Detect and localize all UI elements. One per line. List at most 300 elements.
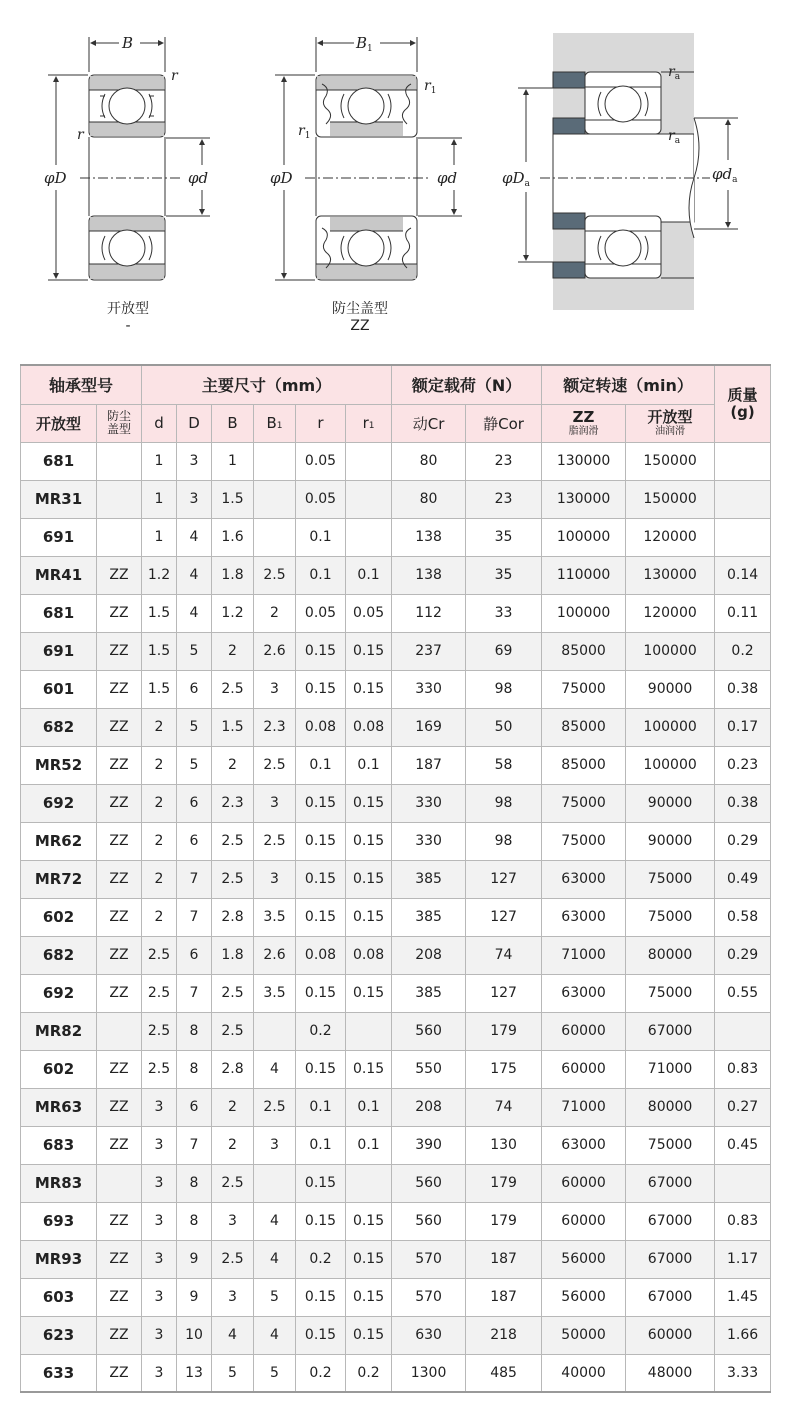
- cell-cr: 80: [392, 442, 466, 480]
- cell-speed-open: 67000: [626, 1012, 715, 1050]
- cell-r1: [346, 480, 392, 518]
- cell-cr: 385: [392, 898, 466, 936]
- cell-r: 0.1: [296, 518, 346, 556]
- cell-d: 3: [142, 1278, 177, 1316]
- zz-r1-label: $r_1$: [424, 78, 437, 96]
- cell-cor: 218: [466, 1316, 542, 1354]
- cell-B1: 2.5: [254, 1088, 296, 1126]
- cell-cr: 1300: [392, 1354, 466, 1392]
- cell-r: 0.1: [296, 1126, 346, 1164]
- cell-mass: 0.49: [715, 860, 771, 898]
- cell-speed-open: 150000: [626, 442, 715, 480]
- cell-cr: 630: [392, 1316, 466, 1354]
- cell-mass: 3.33: [715, 1354, 771, 1392]
- header-zz-speed-lubrication: 脂润滑: [568, 426, 599, 437]
- cell-r: 0.05: [296, 480, 346, 518]
- header-B1: [254, 404, 296, 442]
- cell-mass: [715, 1012, 771, 1050]
- cell-zz: ZZ: [97, 784, 142, 822]
- cell-cor: 187: [466, 1278, 542, 1316]
- cell-D: 9: [177, 1278, 212, 1316]
- header-B1-sub: 1: [276, 421, 283, 431]
- cell-r: 0.15: [296, 1164, 346, 1202]
- cell-d: 2: [142, 822, 177, 860]
- cell-cor: 98: [466, 784, 542, 822]
- cell-r: 0.15: [296, 822, 346, 860]
- header-zz-type: [97, 404, 142, 442]
- cell-cor: 69: [466, 632, 542, 670]
- cell-mass: [715, 442, 771, 480]
- zz-type-caption-title: 防尘盖型: [332, 301, 388, 317]
- cell-D: 6: [177, 822, 212, 860]
- cell-B: 2.5: [212, 1240, 254, 1278]
- cell-speed-open: 90000: [626, 670, 715, 708]
- cell-model: MR63: [21, 1088, 97, 1126]
- cell-model: 602: [21, 1050, 97, 1088]
- cell-zz: ZZ: [97, 1316, 142, 1354]
- zz-type-diagram: [275, 37, 462, 280]
- cell-r: 0.1: [296, 746, 346, 784]
- cell-speed-zz: 40000: [542, 1354, 626, 1392]
- cell-speed-zz: 71000: [542, 936, 626, 974]
- cell-B: 1.6: [212, 518, 254, 556]
- header-open-type: 开放型: [21, 404, 97, 442]
- table-row: [21, 746, 771, 784]
- cell-B: 2.5: [212, 1164, 254, 1202]
- cell-cor: 127: [466, 860, 542, 898]
- cell-B: 5: [212, 1354, 254, 1392]
- cell-B: 1.8: [212, 556, 254, 594]
- cell-r1: 0.08: [346, 936, 392, 974]
- cell-cor: 98: [466, 670, 542, 708]
- cell-D: 7: [177, 898, 212, 936]
- header-open-speed-lubrication: 油润滑: [655, 426, 686, 437]
- cell-D: 8: [177, 1012, 212, 1050]
- cell-cr: 208: [392, 1088, 466, 1126]
- cell-B1: 3.5: [254, 974, 296, 1012]
- cell-D: 6: [177, 1088, 212, 1126]
- cell-mass: 0.29: [715, 822, 771, 860]
- cell-mass: 0.45: [715, 1126, 771, 1164]
- cell-r: 0.15: [296, 1278, 346, 1316]
- cell-zz: [97, 1164, 142, 1202]
- cell-D: 5: [177, 708, 212, 746]
- cell-D: 7: [177, 1126, 212, 1164]
- cell-cr: 385: [392, 860, 466, 898]
- cell-r1: 0.1: [346, 746, 392, 784]
- table-row: [21, 974, 771, 1012]
- cell-cor: 179: [466, 1012, 542, 1050]
- cell-cr: 112: [392, 594, 466, 632]
- cell-B: 2.5: [212, 1012, 254, 1050]
- cell-speed-open: 71000: [626, 1050, 715, 1088]
- open-type-caption-title: 开放型: [107, 301, 149, 317]
- cell-mass: 0.11: [715, 594, 771, 632]
- cell-cr: 169: [392, 708, 466, 746]
- cell-mass: 0.58: [715, 898, 771, 936]
- cell-B: 2.5: [212, 822, 254, 860]
- cell-mass: [715, 1164, 771, 1202]
- zz-type-caption-code: ZZ: [350, 318, 370, 334]
- cell-speed-zz: 85000: [542, 632, 626, 670]
- cell-B1: [254, 442, 296, 480]
- cell-r: 0.1: [296, 1088, 346, 1126]
- cell-B: 2: [212, 1088, 254, 1126]
- cell-mass: 1.66: [715, 1316, 771, 1354]
- cell-d: 1.5: [142, 632, 177, 670]
- cell-cr: 330: [392, 822, 466, 860]
- cell-speed-open: 80000: [626, 1088, 715, 1126]
- cell-D: 10: [177, 1316, 212, 1354]
- cell-model: 693: [21, 1202, 97, 1240]
- cell-B1: 3: [254, 860, 296, 898]
- cell-d: 2.5: [142, 936, 177, 974]
- cell-r1: 0.15: [346, 898, 392, 936]
- cell-d: 1.2: [142, 556, 177, 594]
- cell-speed-zz: 100000: [542, 518, 626, 556]
- cell-speed-zz: 71000: [542, 1088, 626, 1126]
- cell-r: 0.15: [296, 670, 346, 708]
- cell-d: 2: [142, 746, 177, 784]
- cell-r: 0.15: [296, 784, 346, 822]
- cell-speed-open: 60000: [626, 1316, 715, 1354]
- table-row: [21, 1012, 771, 1050]
- cell-r1: 0.15: [346, 1240, 392, 1278]
- cell-D: 8: [177, 1050, 212, 1088]
- cell-D: 4: [177, 518, 212, 556]
- table-row: [21, 936, 771, 974]
- cell-zz: ZZ: [97, 974, 142, 1012]
- cell-mass: 0.55: [715, 974, 771, 1012]
- cell-r1: 0.15: [346, 632, 392, 670]
- cell-B: 2.3: [212, 784, 254, 822]
- cell-speed-zz: 130000: [542, 442, 626, 480]
- cell-speed-zz: 63000: [542, 860, 626, 898]
- cell-cor: 74: [466, 1088, 542, 1126]
- cell-cor: 23: [466, 442, 542, 480]
- cell-model: 633: [21, 1354, 97, 1392]
- cell-zz: ZZ: [97, 1050, 142, 1088]
- cell-cor: 485: [466, 1354, 542, 1392]
- cell-d: 1: [142, 518, 177, 556]
- cell-r1: [346, 1164, 392, 1202]
- cell-cr: 560: [392, 1202, 466, 1240]
- cell-model: MR83: [21, 1164, 97, 1202]
- cell-mass: 0.83: [715, 1050, 771, 1088]
- cell-speed-zz: 75000: [542, 784, 626, 822]
- cell-cor: 179: [466, 1202, 542, 1240]
- cell-B: 1.2: [212, 594, 254, 632]
- table-row: [21, 1050, 771, 1088]
- cell-B: 2.5: [212, 670, 254, 708]
- cell-D: 13: [177, 1354, 212, 1392]
- cell-d: 1.5: [142, 594, 177, 632]
- cell-D: 8: [177, 1202, 212, 1240]
- cell-B1: 3: [254, 670, 296, 708]
- cell-cor: 175: [466, 1050, 542, 1088]
- cell-speed-open: 67000: [626, 1164, 715, 1202]
- cell-d: 3: [142, 1164, 177, 1202]
- header-zz-type-top: 防尘: [107, 409, 132, 423]
- table-row: [21, 822, 771, 860]
- cell-zz: ZZ: [97, 670, 142, 708]
- cell-speed-zz: 60000: [542, 1202, 626, 1240]
- cell-mass: 0.38: [715, 670, 771, 708]
- table-row: [21, 1202, 771, 1240]
- cell-d: 3: [142, 1126, 177, 1164]
- cell-mass: [715, 480, 771, 518]
- cell-B1: 2.5: [254, 822, 296, 860]
- cell-r: 0.15: [296, 1316, 346, 1354]
- cell-r: 0.05: [296, 442, 346, 480]
- cell-cr: 385: [392, 974, 466, 1012]
- cell-r1: 0.15: [346, 822, 392, 860]
- cell-model: 681: [21, 442, 97, 480]
- cell-cor: 130: [466, 1126, 542, 1164]
- cell-model: 691: [21, 632, 97, 670]
- cell-model: 602: [21, 898, 97, 936]
- header-B1-main: B: [266, 414, 277, 432]
- table-row: [21, 632, 771, 670]
- cell-d: 2: [142, 784, 177, 822]
- cell-zz: ZZ: [97, 898, 142, 936]
- cell-zz: ZZ: [97, 556, 142, 594]
- cell-model: 601: [21, 670, 97, 708]
- cell-B: 2: [212, 632, 254, 670]
- cell-mass: 0.14: [715, 556, 771, 594]
- table-row: [21, 1126, 771, 1164]
- cell-r1: 0.15: [346, 1316, 392, 1354]
- cell-zz: ZZ: [97, 1088, 142, 1126]
- cell-zz: ZZ: [97, 1202, 142, 1240]
- cell-r1: 0.1: [346, 556, 392, 594]
- cell-B1: 3: [254, 1126, 296, 1164]
- header-speed-rating: 额定转速（min）: [542, 365, 715, 404]
- header-zz-type-bottom: 盖型: [107, 422, 132, 436]
- header-r1-sub: 1: [368, 421, 375, 431]
- cell-r: 0.15: [296, 1050, 346, 1088]
- cell-d: 2: [142, 860, 177, 898]
- cell-r: 0.15: [296, 974, 346, 1012]
- cell-D: 7: [177, 860, 212, 898]
- cell-zz: [97, 518, 142, 556]
- table-row: [21, 518, 771, 556]
- bearing-diagrams: [0, 0, 790, 350]
- cell-r1: [346, 518, 392, 556]
- cell-B1: 2.5: [254, 746, 296, 784]
- cell-r: 0.05: [296, 594, 346, 632]
- cell-B1: [254, 518, 296, 556]
- cell-D: 4: [177, 594, 212, 632]
- cell-cor: 35: [466, 556, 542, 594]
- cell-cor: 98: [466, 822, 542, 860]
- open-type-caption-code: -: [125, 318, 131, 334]
- cell-cr: 570: [392, 1240, 466, 1278]
- table-body: [21, 442, 771, 1392]
- header-open-speed: [626, 404, 715, 442]
- cell-r: 0.15: [296, 1202, 346, 1240]
- cell-speed-zz: 56000: [542, 1240, 626, 1278]
- cell-D: 4: [177, 556, 212, 594]
- cell-B: 4: [212, 1316, 254, 1354]
- cell-r1: [346, 1012, 392, 1050]
- cell-speed-zz: 50000: [542, 1316, 626, 1354]
- cell-speed-open: 130000: [626, 556, 715, 594]
- cell-zz: ZZ: [97, 822, 142, 860]
- mount-ra-label: $r_a$: [668, 64, 681, 82]
- cell-speed-open: 80000: [626, 936, 715, 974]
- cell-speed-open: 100000: [626, 746, 715, 784]
- cell-mass: 0.83: [715, 1202, 771, 1240]
- cell-model: MR82: [21, 1012, 97, 1050]
- cell-r: 0.2: [296, 1012, 346, 1050]
- cell-r: 0.15: [296, 898, 346, 936]
- cell-zz: ZZ: [97, 594, 142, 632]
- cell-speed-zz: 56000: [542, 1278, 626, 1316]
- cell-B1: [254, 480, 296, 518]
- header-D: D: [177, 404, 212, 442]
- cell-speed-open: 67000: [626, 1240, 715, 1278]
- cell-B1: [254, 1012, 296, 1050]
- mount-shaft-diameter-label: $\varphi d_a$: [712, 165, 738, 185]
- table-row: [21, 670, 771, 708]
- cell-mass: [715, 518, 771, 556]
- cell-mass: 0.27: [715, 1088, 771, 1126]
- cell-zz: ZZ: [97, 1240, 142, 1278]
- cell-cr: 570: [392, 1278, 466, 1316]
- cell-speed-open: 120000: [626, 594, 715, 632]
- zz-b1-label: $B_1$: [356, 34, 373, 54]
- bearing-diagrams-svg: [0, 0, 790, 350]
- cell-zz: ZZ: [97, 708, 142, 746]
- cell-r: 0.08: [296, 708, 346, 746]
- header-model: 轴承型号: [21, 365, 142, 404]
- table-row: [21, 708, 771, 746]
- cell-B1: 4: [254, 1316, 296, 1354]
- cell-model: 692: [21, 784, 97, 822]
- cell-d: 2: [142, 708, 177, 746]
- cell-speed-zz: 60000: [542, 1164, 626, 1202]
- cell-cor: 127: [466, 974, 542, 1012]
- cell-mass: 0.17: [715, 708, 771, 746]
- bearing-spec-table: [20, 364, 771, 1393]
- open-r-label-2: r: [77, 127, 84, 143]
- cell-B: 1.8: [212, 936, 254, 974]
- header-zz-speed-label: ZZ: [572, 408, 595, 426]
- cell-D: 6: [177, 936, 212, 974]
- cell-zz: ZZ: [97, 860, 142, 898]
- cell-D: 3: [177, 480, 212, 518]
- cell-zz: [97, 1012, 142, 1050]
- cell-B1: 2.5: [254, 556, 296, 594]
- cell-cr: 80: [392, 480, 466, 518]
- table-row: [21, 1354, 771, 1392]
- cell-r1: 0.2: [346, 1354, 392, 1392]
- cell-B: 1: [212, 442, 254, 480]
- cell-zz: ZZ: [97, 1126, 142, 1164]
- cell-speed-zz: 63000: [542, 1126, 626, 1164]
- cell-speed-zz: 63000: [542, 898, 626, 936]
- cell-d: 3: [142, 1316, 177, 1354]
- cell-B: 2: [212, 1126, 254, 1164]
- table-row: [21, 1088, 771, 1126]
- table-row: [21, 1316, 771, 1354]
- zz-r1-label-2: $r_1$: [298, 123, 311, 141]
- zz-inner-diameter-label: φd: [437, 169, 458, 187]
- header-dimensions: 主要尺寸（mm）: [142, 365, 392, 404]
- header-static-load: 静Cor: [466, 404, 542, 442]
- table-row: [21, 1278, 771, 1316]
- cell-B1: 2.6: [254, 632, 296, 670]
- cell-speed-open: 48000: [626, 1354, 715, 1392]
- cell-B: 1.5: [212, 708, 254, 746]
- table-row: [21, 556, 771, 594]
- cell-mass: 1.17: [715, 1240, 771, 1278]
- cell-cr: 550: [392, 1050, 466, 1088]
- cell-B1: 3.5: [254, 898, 296, 936]
- cell-speed-open: 150000: [626, 480, 715, 518]
- mount-housing-diameter-label: $\varphi D_a$: [502, 169, 530, 189]
- cell-B1: 2.3: [254, 708, 296, 746]
- table-row: [21, 1164, 771, 1202]
- cell-B: 2.5: [212, 860, 254, 898]
- cell-d: 2.5: [142, 1012, 177, 1050]
- cell-cr: 138: [392, 556, 466, 594]
- cell-model: MR93: [21, 1240, 97, 1278]
- cell-B: 3: [212, 1278, 254, 1316]
- cell-speed-zz: 85000: [542, 746, 626, 784]
- cell-model: MR41: [21, 556, 97, 594]
- cell-d: 3: [142, 1354, 177, 1392]
- cell-D: 9: [177, 1240, 212, 1278]
- cell-model: 683: [21, 1126, 97, 1164]
- cell-d: 1.5: [142, 670, 177, 708]
- cell-cor: 58: [466, 746, 542, 784]
- zz-outer-diameter-label: φD: [270, 169, 293, 187]
- cell-B1: 4: [254, 1240, 296, 1278]
- cell-r1: 0.05: [346, 594, 392, 632]
- cell-model: 623: [21, 1316, 97, 1354]
- cell-D: 5: [177, 632, 212, 670]
- cell-cr: 208: [392, 936, 466, 974]
- header-B: B: [212, 404, 254, 442]
- cell-mass: 0.23: [715, 746, 771, 784]
- cell-speed-open: 90000: [626, 822, 715, 860]
- cell-r1: 0.1: [346, 1126, 392, 1164]
- cell-r1: 0.1: [346, 1088, 392, 1126]
- cell-D: 8: [177, 1164, 212, 1202]
- cell-cor: 23: [466, 480, 542, 518]
- cell-speed-open: 120000: [626, 518, 715, 556]
- header-r1-main: r: [362, 414, 369, 432]
- cell-cor: 179: [466, 1164, 542, 1202]
- cell-r1: 0.08: [346, 708, 392, 746]
- cell-model: 691: [21, 518, 97, 556]
- cell-B1: [254, 1164, 296, 1202]
- header-zz-speed: [542, 404, 626, 442]
- cell-speed-zz: 85000: [542, 708, 626, 746]
- cell-model: 692: [21, 974, 97, 1012]
- cell-cr: 237: [392, 632, 466, 670]
- cell-cr: 560: [392, 1012, 466, 1050]
- header-load-rating: 额定载荷（N）: [392, 365, 542, 404]
- cell-D: 3: [177, 442, 212, 480]
- cell-B1: 2: [254, 594, 296, 632]
- cell-speed-open: 100000: [626, 632, 715, 670]
- table-row: [21, 898, 771, 936]
- cell-model: 681: [21, 594, 97, 632]
- table-row: [21, 594, 771, 632]
